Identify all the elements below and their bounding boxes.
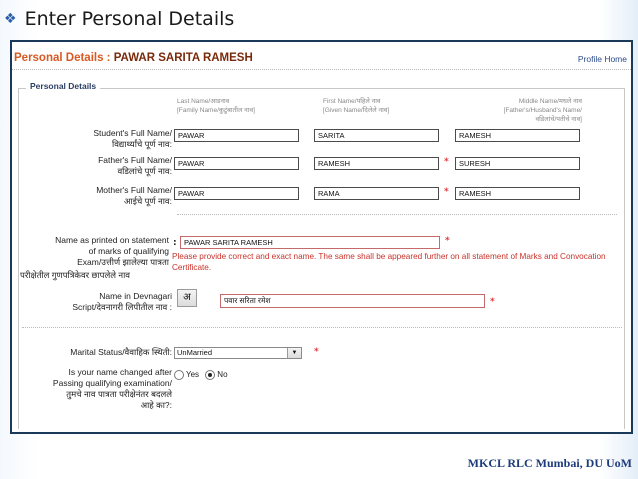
page-title-label: Personal Details :: [14, 52, 114, 64]
marital-status-value: UnMarried: [177, 348, 213, 357]
personal-details-legend: Personal Details: [26, 81, 100, 91]
marital-status-label: Marital Status/वैवाहिक स्थिती:: [70, 347, 172, 357]
chevron-down-icon[interactable]: ▼: [287, 348, 301, 358]
mother-name-label-en: Mother's Full Name/: [96, 185, 172, 195]
name-changed-line4: आहे का?:: [140, 400, 172, 410]
marital-status-select[interactable]: [174, 347, 302, 359]
slide-title-text: Enter Personal Details: [24, 8, 235, 30]
page-title-student-name: PAWAR SARITA RAMESH: [113, 52, 253, 64]
devnagari-label-line1: Name in Devnagari: [99, 291, 172, 301]
name-changed-yes-label: Yes: [186, 370, 200, 380]
column-head-first-line2: [Given Name/दिलेले नाव]: [323, 107, 390, 114]
name-changed-radio-group: [174, 370, 228, 380]
name-changed-line2: Passing qualifying examination/: [52, 378, 172, 388]
names-divider: [177, 214, 617, 215]
column-head-middle-line3: वडिलांचे/पतीचे नाव]: [535, 116, 582, 123]
statement-required-mark: *: [445, 236, 450, 246]
mother-middle-name-input[interactable]: RAMESH: [455, 187, 580, 200]
devnagari-required-mark: *: [490, 297, 495, 307]
statement-label-line1: Name as printed on statement: [55, 235, 169, 245]
slide-title: [4, 8, 234, 30]
column-head-middle-name: [462, 97, 582, 124]
name-changed-line3: तुमचे नाव पात्रता परीक्षेनंतर बदलले: [66, 389, 172, 399]
father-name-label: [32, 155, 172, 177]
father-last-name-input[interactable]: PAWAR: [174, 157, 299, 170]
student-last-name-input[interactable]: PAWAR: [174, 129, 299, 142]
devnagari-label-line2: Script/देवनागरी लिपीतील नाव :: [72, 302, 172, 312]
mother-last-name-input[interactable]: PAWAR: [174, 187, 299, 200]
devnagari-divider: [22, 327, 622, 328]
father-middle-name-input[interactable]: SURESH: [455, 157, 580, 170]
mother-name-label: [32, 185, 172, 207]
student-name-label-en: Student's Full Name/: [93, 128, 172, 138]
profile-home-link[interactable]: Profile Home: [577, 54, 627, 64]
devnagari-keyboard-button[interactable]: अ: [177, 289, 197, 307]
name-changed-label: [22, 367, 172, 411]
name-changed-line1: Is your name changed after: [68, 367, 172, 377]
student-name-label: [32, 128, 172, 150]
student-name-label-dev: विद्यार्थ्यांचे पूर्ण नाव:: [112, 139, 172, 149]
marital-required-mark: *: [314, 347, 319, 357]
statement-name-label: [14, 235, 169, 268]
statement-warning-text: Please provide correct and exact name. The same shall be appeared further on all statement of Marks and Convocation Certificate.: [172, 252, 606, 272]
statement-label-line3: Exam/उत्तीर्ण झालेल्या पात्रता: [77, 257, 169, 267]
student-first-name-input[interactable]: SARITA: [314, 129, 439, 142]
column-head-last-line2: [Family Name/कुटुंबातील नाव]: [177, 107, 255, 114]
statement-label-line2: of marks of qualifying: [88, 246, 169, 256]
father-required-mark: *: [444, 157, 449, 167]
student-middle-name-input[interactable]: RAMESH: [455, 129, 580, 142]
column-head-last-line1: Last Name/आडनाव: [177, 98, 230, 105]
column-head-first-name: [323, 97, 389, 115]
header-divider: [12, 69, 631, 70]
mother-name-label-dev: आईचे पूर्ण नाव:: [124, 196, 172, 206]
devnagari-name-label: [32, 291, 172, 313]
diamond-bullet-icon: ❖: [4, 11, 17, 27]
column-head-middle-line1: Middle Name/मधले नाव: [518, 98, 582, 105]
statement-label-line4: परीक्षेतील गुणपत्रिकेवर छापलेले नाव: [20, 270, 131, 280]
name-changed-no-label: No: [217, 370, 228, 380]
column-head-last-name: [177, 97, 255, 115]
statement-name-input[interactable]: PAWAR SARITA RAMESH: [180, 236, 440, 249]
name-changed-yes-radio[interactable]: [174, 370, 184, 380]
devnagari-name-input[interactable]: पवार सरिता रमेश: [220, 294, 485, 308]
column-head-middle-line2: [Father's/Husband's Name/: [503, 107, 582, 114]
name-changed-no-radio[interactable]: [205, 370, 215, 380]
father-name-label-en: Father's Full Name/: [98, 155, 172, 165]
page-title: [14, 52, 253, 64]
father-first-name-input[interactable]: RAMESH: [314, 157, 439, 170]
form-screenshot: [10, 40, 633, 434]
mother-required-mark: *: [444, 187, 449, 197]
statement-colon: :: [173, 238, 177, 248]
father-name-label-dev: वडिलांचे पूर्ण नाव:: [117, 166, 172, 176]
slide-footer: MKCL RLC Mumbai, DU UoM: [467, 456, 632, 470]
mother-first-name-input[interactable]: RAMA: [314, 187, 439, 200]
column-head-first-line1: First Name/पहिले नाव: [323, 98, 381, 105]
